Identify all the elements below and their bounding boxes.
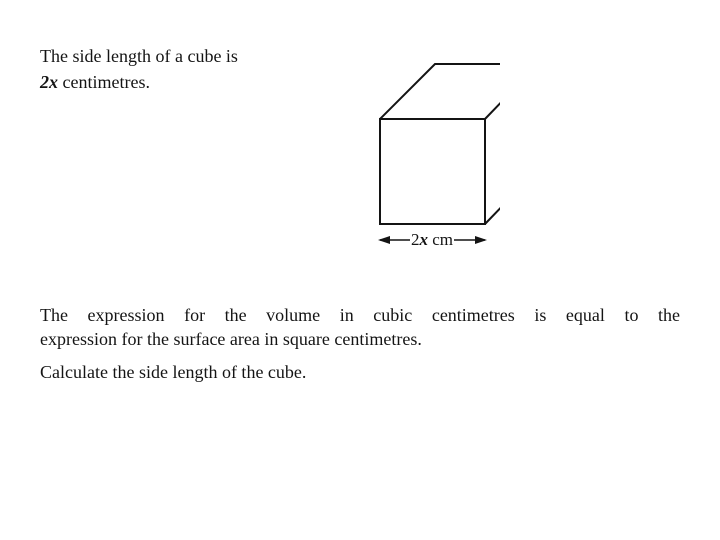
intro-line-1: The side length of a cube is: [40, 46, 238, 66]
cube-top-face: [380, 64, 500, 119]
cube-front-face: [380, 119, 485, 224]
intro-line-2: [40, 71, 150, 93]
question-text: Calculate the side length of the cube.: [40, 362, 307, 382]
condition-line-1: The expression for the volume in cubic centimetres is equal to the: [40, 305, 680, 325]
intro-unit-text: centimetres.: [58, 72, 150, 92]
dimension-number: 2: [411, 230, 420, 249]
dimension-variable: x: [419, 230, 428, 249]
dimension-unit: cm: [428, 230, 454, 249]
dimension-arrow-left-head: [378, 236, 390, 244]
condition-line-2: expression for the surface area in square centimetres.: [40, 329, 422, 349]
intro-side-length-expression: 2x: [40, 72, 58, 92]
dimension-arrow-right-head: [475, 236, 487, 244]
dimension-label: [410, 230, 454, 250]
cube-right-face: [485, 64, 500, 224]
